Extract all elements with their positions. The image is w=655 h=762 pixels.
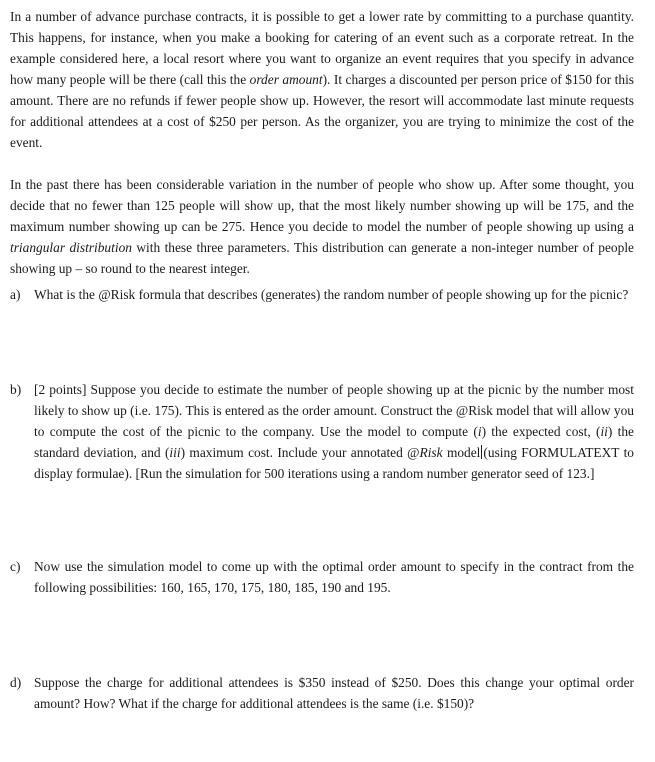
document-body	[10, 6, 634, 714]
triangular-distribution-term: triangular distribution	[10, 240, 132, 255]
question-b-text-2: ) the expected cost, (	[481, 424, 601, 439]
question-c-text: Now use the simulation model to come up with the optimal order amount to specify in the contract from the following possibilities: 160, 165, 170, 175, 180, 185, 190 and 195.	[34, 559, 634, 595]
variation-paragraph	[10, 174, 634, 279]
variation-text-start: In the past there has been considerable variation in the number of people who show up. After some thought, you decide that no fewer than 125 people will show up, that the most likely number showing up will be 175, and the maximum number showing up can be 275. Hence you decide to model the number of people showing up using a	[10, 177, 634, 234]
question-b	[10, 379, 634, 484]
order-amount-term: order amount	[249, 72, 323, 87]
question-a-text: What is the @Risk formula that describes (generates) the random number of people showing up for the picnic?	[34, 287, 629, 302]
variation-text-end: with these three parameters. This distribution can generate a non-integer number of people showing up – so round to the nearest integer.	[10, 240, 634, 276]
roman-iii: iii	[169, 445, 181, 460]
question-c	[10, 556, 634, 598]
question-b-letter: b)	[10, 382, 22, 397]
question-b-text-1: [2 points] Suppose you decide to estimate the number of people showing up at the picnic by the number most likely to show up (i.e. 175). This is entered as the order amount. Construct the @Risk model that will allow you to compute the cost of the picnic to the company. Use the model to compute (	[34, 382, 634, 439]
intro-text-end: ). It charges a discounted per person price of $150 for this amount. There are no refunds if fewer people show up. However, the resort will accommodate last minute requests for additional attendees at a cost of $250 per person. As the organizer, you are trying to minimize the cost of the event.	[10, 72, 634, 150]
intro-paragraph	[10, 6, 634, 153]
question-b-text-5: model	[442, 445, 481, 460]
question-d-letter: d)	[10, 675, 22, 690]
question-b-text-6: (using FORMULATEXT to display formulae). [Run the simulation for 500 iterations using a random number generator seed of 123.]	[34, 445, 634, 481]
question-b-text-4: ) maximum cost. Include your annotated @	[180, 445, 420, 460]
roman-ii: ii	[600, 424, 608, 439]
question-b-text-3: ) the standard deviation, and (	[34, 424, 635, 460]
roman-i: i	[477, 424, 482, 439]
risk-italic: Risk	[419, 445, 443, 460]
question-a-letter: a)	[10, 287, 21, 302]
intro-text-start: In a number of advance purchase contracts, it is possible to get a lower rate by committing to a purchase quantity. This happens, for instance, when you make a booking for catering of an event such as a corporate retreat. In the example considered here, a local resort where you want to organize an event requires that you specify in advance how many people will be there (call this the	[10, 9, 634, 87]
question-d	[10, 672, 634, 714]
question-d-text: Suppose the charge for additional attendees is $350 instead of $250. Does this change your optimal order amount? How? What if the charge for additional attendees is the same (i.e. $150)?	[34, 675, 634, 711]
question-c-letter: c)	[10, 559, 21, 574]
question-a	[10, 284, 634, 305]
